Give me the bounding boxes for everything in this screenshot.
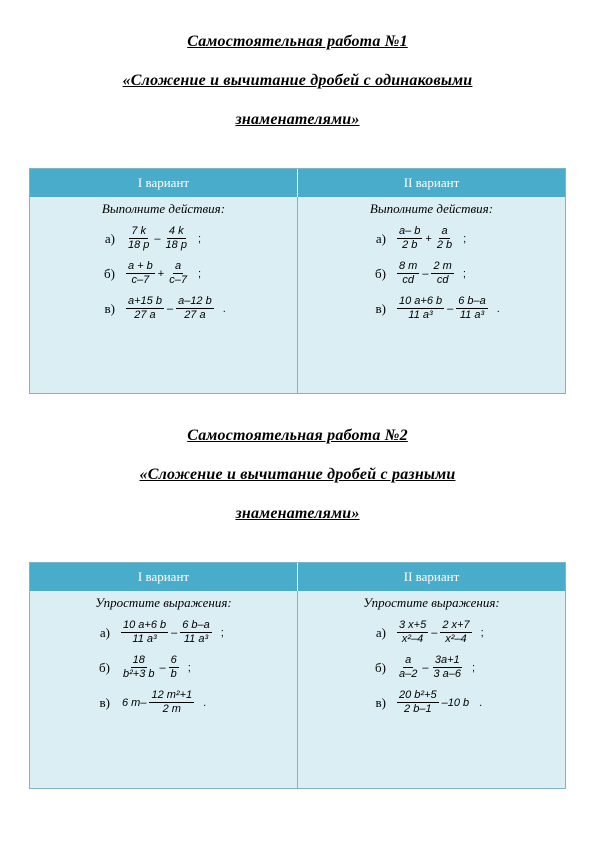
exercise-label: б) — [375, 659, 386, 675]
fraction-numerator: a– b — [399, 225, 421, 237]
work1-title: Самостоятельная работа №1 — [187, 33, 408, 50]
fraction — [435, 225, 454, 252]
operator: – — [166, 302, 174, 315]
operator: – — [422, 267, 429, 280]
exercise-expression — [396, 260, 466, 287]
fraction-numerator: a–12 b — [178, 295, 212, 307]
fraction — [167, 260, 189, 287]
exercise-row — [298, 225, 565, 252]
fraction-numerator: 12 m²+1 — [151, 689, 193, 701]
exercise-punctuation: . — [222, 302, 226, 315]
fraction-numerator: 10 a+6 b — [399, 295, 443, 307]
work1-subtitle-line1: «Сложение и вычитание дробей с одинаковыми — [122, 72, 473, 89]
exercise-row — [30, 225, 297, 252]
work2-variant2-instruction: Упростите выражения: — [363, 595, 500, 610]
work2-table-header — [30, 563, 565, 591]
expression-term: –10 b — [441, 696, 470, 709]
fraction-denominator: x²–4 — [401, 633, 424, 645]
work2-variant1-instruction: Упростите выражения: — [95, 595, 232, 610]
fraction-denominator: c–7 — [169, 274, 187, 286]
fraction — [456, 295, 488, 322]
exercise-punctuation: ; — [463, 232, 467, 245]
work2-subtitle-line1: «Сложение и вычитание дробей с разными — [139, 466, 456, 483]
exercise-row — [30, 260, 297, 287]
operator: – — [431, 626, 438, 639]
fraction — [149, 689, 194, 716]
work1-variant1-column — [30, 197, 297, 393]
exercise-expression — [125, 295, 226, 322]
fraction-denominator: 11 a³ — [183, 633, 209, 645]
exercise-label: в) — [375, 300, 386, 316]
exercise-punctuation: ; — [462, 267, 466, 280]
fraction-numerator: 3a+1 — [434, 654, 460, 666]
exercise-row — [298, 260, 565, 287]
fraction-numerator: 18 — [132, 654, 145, 666]
fraction-numerator: 20 b²+5 — [399, 689, 437, 701]
fraction-denominator: cd — [402, 274, 414, 286]
fraction-numerator: 2 m — [433, 260, 452, 272]
exercise-row — [298, 654, 565, 681]
exercise-label: в) — [104, 300, 115, 316]
operator: – — [422, 661, 429, 674]
fraction-denominator: 11 a³ — [459, 309, 485, 321]
fraction-numerator: a — [175, 260, 182, 272]
fraction-denominator: 27 a — [184, 309, 206, 321]
fraction-denominator: a–2 — [399, 668, 418, 680]
fraction-denominator: x²–4 — [445, 633, 467, 645]
fraction — [176, 295, 214, 322]
operator: – — [154, 232, 161, 245]
exercise-punctuation: ; — [197, 267, 202, 280]
fraction-numerator: a — [405, 654, 412, 666]
fraction-denominator: c–7 — [131, 274, 150, 286]
exercise-row — [30, 654, 297, 681]
fraction-denominator: b²+3 b — [123, 668, 155, 680]
fraction-numerator: a — [441, 225, 448, 237]
fraction-numerator: 8 m — [399, 260, 418, 272]
fraction — [126, 260, 155, 287]
fraction-denominator: 2 b — [436, 239, 453, 251]
exercise-row — [298, 619, 565, 646]
exercise-punctuation: ; — [187, 661, 191, 674]
fraction-numerator: 2 x+7 — [442, 619, 470, 631]
fraction — [397, 260, 419, 287]
exercise-label: а) — [375, 230, 386, 246]
exercise-punctuation: . — [496, 302, 500, 315]
fraction-denominator: 11 a³ — [408, 309, 433, 321]
exercise-label: а) — [104, 230, 115, 246]
exercise-label: б) — [99, 659, 110, 675]
fraction — [397, 654, 419, 681]
exercise-expression — [396, 295, 500, 322]
exercise-row — [298, 689, 565, 716]
exercise-punctuation: ; — [480, 626, 484, 639]
fraction-numerator: 6 b–a — [458, 295, 486, 307]
exercise-label: в) — [99, 694, 110, 710]
work1-variant1-instruction: Выполните действия: — [101, 201, 226, 216]
work2-variant2-column — [297, 591, 565, 788]
work2-variant2-header: II вариант — [297, 563, 565, 591]
exercise-expression — [396, 225, 466, 252]
work2-variant1-header: I вариант — [137, 569, 190, 584]
operator: – — [171, 626, 178, 639]
fraction-denominator: 2 b — [402, 239, 418, 251]
exercise-row — [298, 295, 565, 322]
fraction — [431, 260, 453, 287]
work1-variant1-header: I вариант — [137, 175, 190, 190]
exercise-expression — [120, 689, 206, 716]
fraction-numerator: 4 k — [168, 225, 184, 237]
fraction — [397, 619, 428, 646]
fraction-numerator: 3 x+5 — [399, 619, 427, 631]
work1-table — [29, 168, 566, 394]
fraction-numerator: a+15 b — [128, 295, 162, 307]
fraction — [431, 654, 463, 681]
fraction — [440, 619, 471, 646]
fraction — [126, 225, 151, 252]
fraction-numerator: 7 k — [131, 225, 147, 237]
work1-subtitle-line2: знаменателями» — [235, 111, 360, 128]
exercise-row — [30, 689, 297, 716]
operator: + — [425, 232, 432, 245]
exercise-punctuation: ; — [472, 661, 476, 674]
exercise-punctuation: . — [479, 696, 483, 709]
exercise-row — [30, 295, 297, 322]
fraction-numerator: a + b — [128, 260, 153, 272]
fraction-denominator: 11 a³ — [132, 633, 157, 645]
operator: + — [157, 267, 165, 280]
exercise-punctuation: ; — [197, 232, 202, 245]
exercise-expression — [396, 619, 484, 646]
fraction — [169, 654, 179, 681]
fraction-denominator: 3 a–6 — [433, 668, 462, 680]
exercise-label: а) — [375, 624, 386, 640]
exercise-label: а) — [99, 624, 110, 640]
exercise-row — [30, 619, 297, 646]
exercise-label: б) — [104, 265, 115, 281]
work1-variant2-instruction: Выполните действия: — [369, 201, 494, 216]
exercise-expression — [125, 225, 201, 252]
fraction-denominator: 18 p — [128, 239, 150, 251]
fraction — [164, 225, 189, 252]
exercise-expression — [396, 689, 482, 716]
fraction-denominator: 18 p — [165, 239, 187, 251]
fraction — [397, 689, 439, 716]
exercise-label: в) — [375, 694, 386, 710]
fraction — [121, 654, 157, 681]
work2-table — [29, 562, 566, 789]
exercise-expression — [396, 654, 475, 681]
work1-variant2-column — [297, 197, 565, 393]
exercise-label: б) — [375, 265, 386, 281]
exercise-punctuation: ; — [220, 626, 224, 639]
fraction-numerator: 6 — [170, 654, 177, 666]
fraction-numerator: 6 b–a — [182, 619, 210, 631]
exercise-punctuation: . — [203, 696, 207, 709]
operator: – — [447, 302, 454, 315]
fraction-denominator: cd — [436, 274, 449, 286]
expression-term: 6 m– — [122, 696, 147, 709]
work2-variant1-column — [30, 591, 297, 788]
fraction — [180, 619, 212, 646]
exercise-expression — [120, 654, 191, 681]
exercise-expression — [120, 619, 224, 646]
fraction-numerator: 10 a+6 b — [123, 619, 167, 631]
operator: – — [159, 661, 166, 674]
fraction-denominator: 2 b–1 — [404, 703, 432, 715]
work2-title: Самостоятельная работа №2 — [187, 427, 408, 444]
fraction-denominator: 2 m — [162, 703, 181, 715]
fraction-denominator: 27 a — [134, 309, 156, 321]
fraction — [126, 295, 164, 322]
work1-table-header — [30, 169, 565, 197]
fraction-denominator: b — [170, 668, 177, 680]
fraction — [397, 295, 444, 322]
fraction — [397, 225, 422, 252]
exercise-expression — [125, 260, 201, 287]
work1-variant2-header: II вариант — [297, 169, 565, 197]
work2-subtitle-line2: знаменателями» — [235, 505, 360, 522]
fraction — [121, 619, 168, 646]
